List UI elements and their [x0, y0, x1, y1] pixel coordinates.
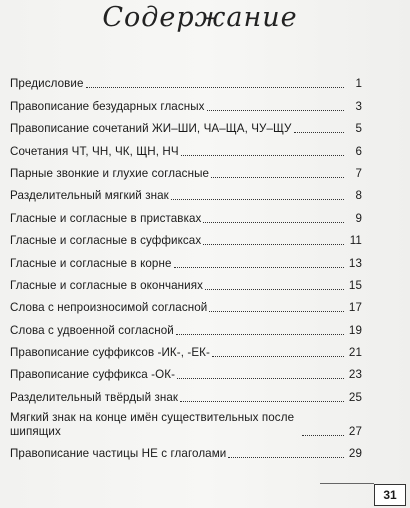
toc-entry [10, 248, 362, 270]
toc-leader-dots [203, 222, 344, 223]
toc-leader-dots [211, 177, 344, 178]
toc-entry-label: Разделительный твёрдый знак [10, 390, 179, 404]
toc-entry-page: 6 [355, 144, 362, 158]
toc-entry-page: 11 [349, 234, 362, 248]
toc-entry-label: Правописание частицы НЕ с глаголами [10, 447, 227, 461]
toc-entry-label: Гласные и согласные в корне [10, 256, 172, 270]
toc-entry-label: Гласные и согласные в приставках [10, 211, 202, 225]
toc-entry-page: 23 [348, 368, 362, 382]
toc-entry-label: Предисловие [10, 77, 84, 91]
toc-leader-dots [209, 311, 344, 312]
toc-entry-page: 1 [355, 77, 362, 91]
toc-entry-label: Гласные и согласные в суффиксах [10, 234, 202, 248]
toc-leader-dots [180, 401, 344, 402]
toc-leader-dots [171, 199, 344, 200]
toc-entry-page: 15 [348, 278, 362, 292]
toc-entry [10, 203, 362, 225]
page-number-rule [320, 483, 374, 484]
toc-leader-dots [294, 132, 345, 133]
page-number: 31 [374, 484, 406, 506]
toc-entry-page: 27 [348, 424, 362, 438]
toc-entry [10, 226, 362, 248]
toc-entry-page: 9 [355, 211, 362, 225]
toc-entry [10, 293, 362, 315]
toc-entry-page: 7 [355, 166, 362, 180]
toc-entry-label: Сочетания ЧТ, ЧН, ЧК, ЩН, НЧ [10, 144, 179, 158]
toc-leader-dots [207, 110, 344, 111]
toc-entry [10, 271, 362, 293]
toc-leader-dots [228, 457, 344, 458]
toc-entry [10, 405, 362, 439]
toc-entry-page: 8 [355, 189, 362, 203]
toc-leader-dots [176, 334, 344, 335]
toc-leader-dots [203, 244, 344, 245]
toc-entry-label: Слова с удвоенной согласной [10, 323, 174, 337]
toc-entry-page: 21 [348, 346, 362, 360]
page-title: Содержание [102, 2, 298, 33]
toc-entry-label: Разделительный мягкий знак [10, 189, 169, 203]
toc-entry-page: 19 [348, 323, 362, 337]
toc-leader-dots [174, 267, 344, 268]
toc-leader-dots [302, 435, 344, 436]
toc-entry [10, 181, 362, 203]
toc-leader-dots [212, 356, 344, 357]
table-of-contents [10, 69, 362, 461]
toc-entry [10, 159, 362, 181]
toc-entry-label: Гласные и согласные в окончаниях [10, 278, 204, 292]
toc-leader-dots [86, 87, 344, 88]
toc-entry-label: Парные звонкие и глухие согласные [10, 166, 210, 180]
toc-entry-page: 25 [348, 390, 362, 404]
toc-entry-label: Правописание безударных гласных [10, 99, 205, 113]
toc-entry-label: Слова с непроизносимой согласной [10, 301, 208, 315]
toc-entry-page: 5 [355, 122, 362, 136]
toc-entry [10, 338, 362, 360]
toc-leader-dots [177, 378, 344, 379]
toc-entry-page: 29 [348, 447, 362, 461]
toc-entry [10, 382, 362, 404]
toc-entry [10, 439, 362, 461]
toc-leader-dots [181, 155, 344, 156]
toc-leader-dots [205, 289, 344, 290]
toc-entry-label: Правописание суффиксов -ИК-, -ЕК- [10, 346, 210, 360]
toc-entry [10, 114, 362, 136]
toc-entry-label: Правописание сочетаний ЖИ–ШИ, ЧА–ЩА, ЧУ–ЩУ [10, 122, 292, 136]
toc-entry [10, 91, 362, 113]
toc-entry-page: 13 [348, 256, 362, 270]
toc-entry [10, 136, 362, 158]
toc-entry-page: 3 [355, 99, 362, 113]
toc-entry [10, 360, 362, 382]
toc-entry-label: Мягкий знак на конце имён существительных после шипящих [10, 410, 295, 438]
toc-entry [10, 315, 362, 337]
toc-entry-page: 17 [348, 301, 362, 315]
toc-entry-label: Правописание суффикса -ОК- [10, 368, 176, 382]
toc-entry [10, 69, 362, 91]
